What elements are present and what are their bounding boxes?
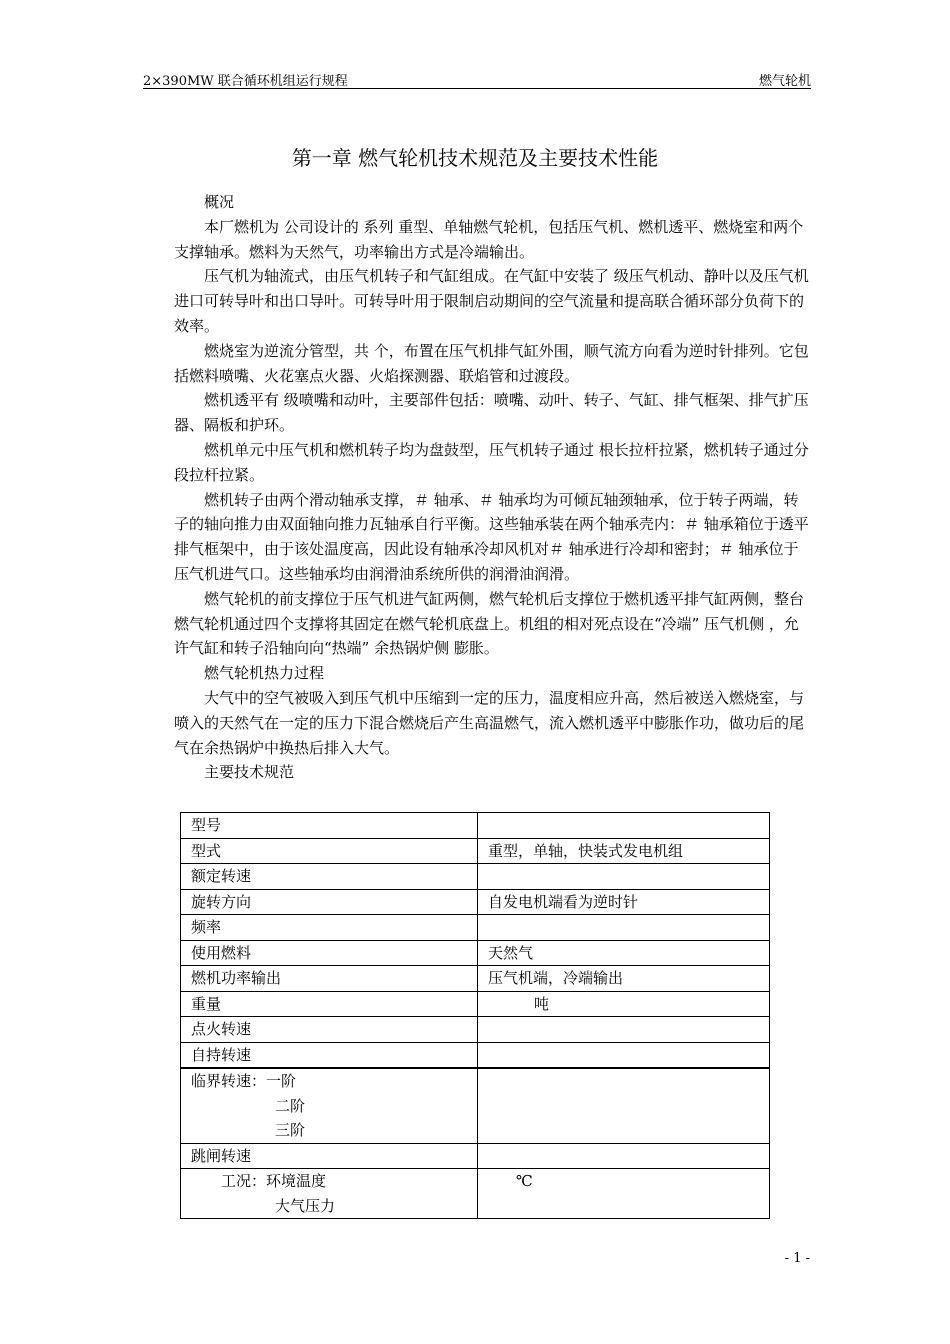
spec-value xyxy=(478,915,770,941)
spec-label: 自持转速 xyxy=(181,1042,478,1068)
table-row xyxy=(181,889,770,915)
temp-unit: ℃ xyxy=(516,1172,533,1190)
critical-third-label: 三阶 xyxy=(275,1121,306,1139)
spec-value xyxy=(478,813,770,839)
table-row xyxy=(181,838,770,864)
spec-label: 燃机功率输出 xyxy=(181,966,478,992)
paragraph-overview-heading: 概况 xyxy=(204,193,235,211)
condition-pressure-label: 大气压力 xyxy=(275,1196,336,1215)
spec-table xyxy=(180,812,770,1219)
table-row xyxy=(181,1042,770,1068)
table-row-critical-speed xyxy=(181,1068,770,1143)
page-header xyxy=(143,68,811,89)
table-row xyxy=(181,1143,770,1169)
table-row xyxy=(181,864,770,890)
spec-label: 跳闸转速 xyxy=(181,1143,478,1169)
condition-temp-label: 工况：环境温度 xyxy=(221,1172,327,1190)
weight-unit: 吨 xyxy=(534,994,550,1013)
spec-value: 压气机端，冷端输出 xyxy=(478,966,770,992)
spec-value xyxy=(478,1017,770,1043)
paragraph-compressor: 压气机为轴流式，由压气机转子和气缸组成。在气缸中安装了 级压气机动、静叶以及压气机进口可转导叶和出口导叶。可转导叶用于限制启动期间的空气流量和提高联合循环部分负荷下的效率。 xyxy=(174,267,809,335)
table-row xyxy=(181,813,770,839)
paragraph-rotor: 燃机单元中压气机和燃机转子均为盘鼓型，压气机转子通过 根长拉杆拉紧，燃机转子通过分段拉杆拉紧。 xyxy=(174,440,809,484)
spec-value xyxy=(478,864,770,890)
table-row-condition xyxy=(181,1169,770,1219)
spec-label: 点火转速 xyxy=(181,1017,478,1043)
table-row xyxy=(181,940,770,966)
spec-label: 使用燃料 xyxy=(181,940,478,966)
paragraph-intro: 本厂燃机为 公司设计的 系列 重型、单轴燃气轮机，包括压气机、燃机透平、燃烧室和两个支撑轴承。燃料为天然气，功率输出方式是冷端输出。 xyxy=(174,217,804,261)
spec-label: 重量 xyxy=(181,991,478,1017)
paragraph-turbine: 燃机透平有 级喷嘴和动叶，主要部件包括：喷嘴、动叶、转子、气缸、排气框架、排气扩压器、隔板和护环。 xyxy=(174,391,809,435)
spec-value: 重型，单轴，快装式发电机组 xyxy=(478,838,770,864)
table-row xyxy=(181,915,770,941)
page-number: - 1 - xyxy=(784,1251,810,1266)
table-row xyxy=(181,991,770,1017)
spec-value xyxy=(478,1042,770,1068)
critical-second-label: 二阶 xyxy=(275,1096,306,1115)
spec-value xyxy=(478,1169,770,1219)
spec-value: 自发电机端看为逆时针 xyxy=(478,889,770,915)
header-section: 燃气轮机 xyxy=(758,74,811,89)
spec-label xyxy=(181,1068,478,1143)
spec-label: 旋转方向 xyxy=(181,889,478,915)
paragraph-combustor: 燃烧室为逆流分管型，共 个，布置在压气机排气缸外围，顺气流方向看为逆时针排列。它包括燃料喷嘴、火花塞点火器、火焰探测器、联焰管和过渡段。 xyxy=(174,341,809,385)
table-row xyxy=(181,1017,770,1043)
spec-value xyxy=(478,991,770,1017)
spec-label: 型号 xyxy=(181,813,478,839)
spec-label: 型式 xyxy=(181,838,478,864)
spec-value xyxy=(478,1143,770,1169)
spec-value: 天然气 xyxy=(478,940,770,966)
spec-label xyxy=(181,1169,478,1219)
spec-value xyxy=(478,1068,770,1143)
paragraph-spec-heading: 主要技术规范 xyxy=(204,763,295,782)
table-row xyxy=(181,966,770,992)
body-text xyxy=(174,190,810,785)
paragraph-thermal: 大气中的空气被吸入到压气机中压缩到一定的压力，温度相应升高，然后被送入燃烧室，与喷入的天然气在一定的压力下混合燃烧后产生高温燃气，流入燃机透平中膨胀作功，做功后的尾气在余热锅炉中换热后排入大气。 xyxy=(174,688,805,757)
chapter-title: 第一章 燃气轮机技术规范及主要技术性能 xyxy=(291,146,659,170)
paragraph-supports: 燃气轮机的前支撑位于压气机进气缸两侧，燃气轮机后支撑位于燃机透平排气缸两侧，整台燃气轮机通过四个支撑将其固定在燃气轮机底盘上。机组的相对死点设在“冷端” 压气机侧 ，允许气缸和转子沿轴向向“热端” 余热锅炉侧 膨胀。 xyxy=(174,589,805,658)
critical-first-label: 临界转速：一阶 xyxy=(191,1072,297,1090)
spec-label: 频率 xyxy=(181,915,478,941)
spec-label: 额定转速 xyxy=(181,864,478,890)
header-doc-title: 2×390MW 联合循环机组运行规程 xyxy=(143,74,348,89)
paragraph-thermal-heading: 燃气轮机热力过程 xyxy=(204,664,325,683)
paragraph-bearings: 燃机转子由两个滑动轴承支撑，＃ 轴承、＃ 轴承均为可倾瓦轴颈轴承，位于转子两端，转子的轴向推力由双面轴向推力瓦轴承自行平衡。这些轴承装在两个轴承壳内：＃ 轴承箱位于透平排气框架中，由于该处温度高，因此设有轴承冷却风机对＃ 轴承进行冷却和密封；＃ 轴承位于压气机进气口。这些轴承均由润滑油系统所供的润滑油润滑。 xyxy=(174,490,809,583)
